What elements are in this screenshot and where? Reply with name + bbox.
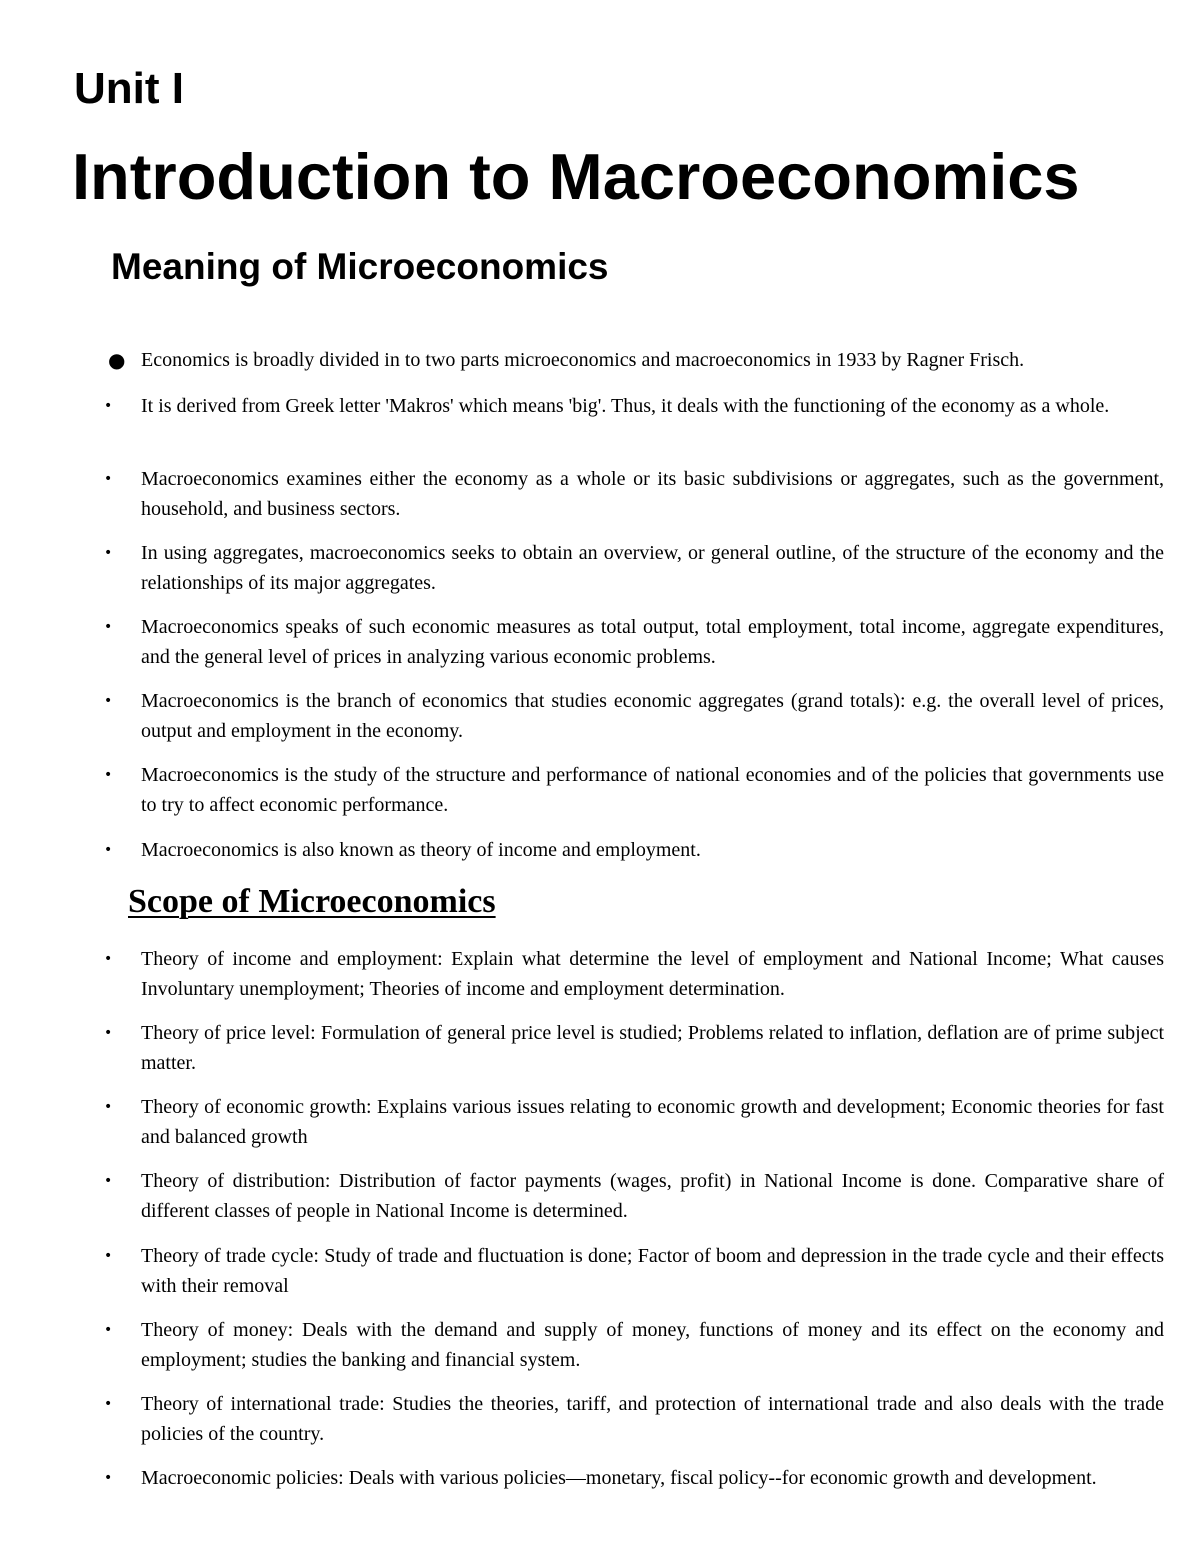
bullet-icon: • [104,1099,113,1115]
bullet-icon: • [104,842,113,858]
list-item-text: Theory of price level: Formulation of general price level is studied; Problems related to inflation, deflation are of prime subject matter. [141,1022,1164,1074]
list-item-text: Macroeconomics is the study of the structure and performance of national economies and of the policies that governments use to try to affect economic performance. [141,764,1164,816]
section-heading-meaning: Meaning of Microeconomics [111,246,609,287]
bullet-icon: • [104,1470,113,1486]
bullet-icon: • [104,398,113,414]
list-item-text: Theory of distribution: Distribution of factor payments (wages, profit) in National Income is done. Comparative share of different classes of people in National Income is determined. [141,1170,1164,1222]
bullet-icon: • [104,951,113,967]
list-item-text: Theory of international trade: Studies the theories, tariff, and protection of international trade and also deals with the trade policies of the country. [141,1393,1164,1445]
list-item-text: Macroeconomics is the branch of economics that studies economic aggregates (grand totals): e.g. the overall level of prices, output and employment in the economy. [141,690,1164,742]
bullet-icon: • [104,1322,113,1338]
section-heading-scope: Scope of Microeconomics [128,883,496,920]
bullet-icon: ● [108,348,126,372]
list-item-text: It is derived from Greek letter 'Makros' which means 'big'. Thus, it deals with the functioning of the economy as a whole. [141,395,1110,417]
list-item-text: Macroeconomics examines either the economy as a whole or its basic subdivisions or aggregates, such as the government, household, and business sectors. [141,468,1164,520]
bullet-icon: • [104,1248,113,1264]
bullet-icon: • [104,1396,113,1412]
bullet-icon: • [104,619,113,635]
bullet-icon: • [104,767,113,783]
list-item-text: Macroeconomics is also known as theory of income and employment. [141,839,701,861]
bullet-icon: • [104,1173,113,1189]
list-item-text: Macroeconomics speaks of such economic measures as total output, total employment, total income, aggregate expenditures, and the general level of prices in analyzing various economic problems. [141,616,1164,668]
list-item-text: Theory of money: Deals with the demand and supply of money, functions of money and its effect on the economy and employment; studies the banking and financial system. [141,1319,1164,1371]
list-item-text: Theory of trade cycle: Study of trade and fluctuation is done; Factor of boom and depression in the trade cycle and their effects with their removal [141,1245,1164,1297]
bullet-icon: • [104,545,113,561]
bullet-icon: • [104,1025,113,1041]
list-item-text: Economics is broadly divided in to two parts microeconomics and macroeconomics in 1933 by Ragner Frisch. [141,349,1025,371]
page-title: Introduction to Macroeconomics [72,140,1080,213]
list-item-text: Theory of economic growth: Explains various issues relating to economic growth and development; Economic theories for fast and balanced growth [141,1096,1164,1148]
bullet-icon: • [104,693,113,709]
bullet-icon: • [104,471,113,487]
unit-label: Unit I [74,64,184,113]
list-item-text: Macroeconomic policies: Deals with various policies—monetary, fiscal policy--for economic growth and development. [141,1467,1097,1489]
list-item-text: In using aggregates, macroeconomics seeks to obtain an overview, or general outline, of the structure of the economy and the relationships of its major aggregates. [141,542,1164,594]
list-item-text: Theory of income and employment: Explain what determine the level of employment and National Income; What causes Involuntary unemployment; Theories of income and employment determination. [141,948,1164,1000]
